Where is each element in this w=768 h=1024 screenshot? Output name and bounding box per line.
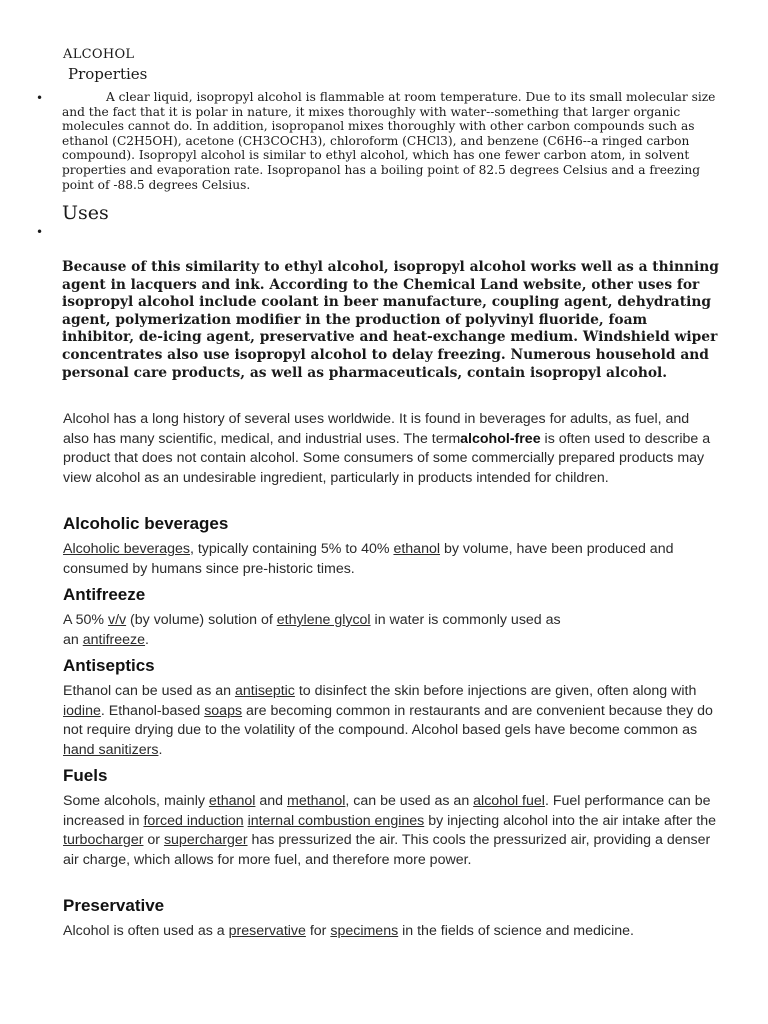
link-soaps[interactable]: soaps xyxy=(204,702,243,719)
link-forced-induction[interactable]: forced induction xyxy=(143,812,244,829)
body-text: to disinfect the skin before injections are given, often along with xyxy=(294,683,697,699)
link-hand-sanitizers[interactable]: hand sanitizers xyxy=(63,741,159,758)
body-text: in the fields of science and medicine. xyxy=(398,923,634,939)
section-body-preservative xyxy=(63,922,718,942)
body-text: (by volume) solution of xyxy=(126,612,277,628)
body-text: has pressurized the air. This cools the pressurized air, providing a denser air charge, which allows for more fuel, and therefore more power. xyxy=(63,832,711,868)
intro-paragraph xyxy=(63,410,718,488)
body-text: and xyxy=(255,793,287,809)
body-text: by injecting alcohol into the air intake after the xyxy=(424,812,717,829)
section-body-antiseptics xyxy=(63,682,718,760)
body-text: Some alcohols, mainly xyxy=(63,793,209,809)
body-text: . xyxy=(145,631,149,648)
body-text: an xyxy=(63,631,83,648)
link-specimens[interactable]: specimens xyxy=(330,923,399,939)
link-antifreeze[interactable]: antifreeze xyxy=(82,631,146,648)
section-body-antifreeze xyxy=(63,611,718,650)
body-text: , typically containing 5% to 40% xyxy=(189,541,394,557)
intro-text: Alcohol has a long history of several uses worldwide. It is found in beverages for adults, as fuel, and also has many scientific, medical, and industrial uses. The term xyxy=(63,411,690,447)
body-text: Alcohol is often used as a xyxy=(63,923,229,939)
body-text: . Fuel performance can be increased in xyxy=(63,793,711,829)
body-text: Ethanol can be used as an xyxy=(63,683,235,699)
link-internal-combustion-engines[interactable]: internal combustion engines xyxy=(247,812,425,829)
link-iodine[interactable]: iodine xyxy=(63,702,101,719)
link-ethanol[interactable]: ethanol xyxy=(393,541,440,557)
body-text: . xyxy=(158,741,163,758)
link-alcohol-fuel[interactable]: alcohol fuel xyxy=(473,793,545,809)
properties-heading: Properties xyxy=(68,65,148,83)
uses-paragraph: Because of this similarity to ethyl alcohol, isopropyl alcohol works well as a thinning agent in lacquers and ink. According to the Chemical Land website, other uses for isopropyl alcohol include coolant in beer manufacture, coupling agent, dehydrating agent, polymerization modifier in the production of polyvinyl fluoride, foam inhibitor, de-icing agent, preservative and heat-exchange medium. Windshield wiper concentrates also use isopropyl alcohol to delay freezing. Numerous household and personal care products, as well as pharmaceuticals, contain isopropyl alcohol. xyxy=(62,259,719,381)
properties-text: A clear liquid, isopropyl alcohol is flammable at room temperature. Due to its small molecular size and the fact that it is polar in nature, it mixes thoroughly with water--something that larger organic molecules cannot do. In addition, isopropanol mixes thoroughly with other carbon compounds such as ethanol (C2H5OH), acetone (CH3COCH3), chloroform (CHCl3), and benzene (C6H6--a ringed carbon compound). Isopropyl alcohol is similar to ethyl alcohol, which has one fewer carbon atom, in solvent properties and evaporation rate. Isopropanol has a boiling point of 82.5 degrees Celsius and a freezing point of -88.5 degrees Celsius. xyxy=(62,90,716,192)
uses-heading: Uses xyxy=(62,202,109,224)
section-heading-preservative: Preservative xyxy=(63,896,165,915)
section-body-fuels xyxy=(63,792,718,870)
link-preservative[interactable]: preservative xyxy=(228,923,306,939)
section-heading-antiseptics: Antiseptics xyxy=(63,656,155,675)
section-heading-alcoholic-beverages: Alcoholic beverages xyxy=(63,514,229,533)
link-alcoholic-beverages[interactable]: Alcoholic beverages xyxy=(63,541,190,557)
link-ethylene-glycol[interactable]: ethylene glycol xyxy=(276,612,371,628)
bullet-marker: • xyxy=(36,91,44,105)
link-antiseptic[interactable]: antiseptic xyxy=(234,683,295,699)
document-title: ALCOHOL xyxy=(63,47,135,62)
link-turbocharger[interactable]: turbocharger xyxy=(63,832,144,848)
section-heading-fuels: Fuels xyxy=(63,766,108,785)
body-text: or xyxy=(143,832,164,848)
link-v-v[interactable]: v/v xyxy=(107,612,127,628)
body-text: in water is commonly used as xyxy=(370,612,561,628)
properties-paragraph xyxy=(62,90,722,192)
body-text: by volume, have been produced and consumed by humans since pre-historic times. xyxy=(63,541,674,577)
body-text: for xyxy=(305,923,331,939)
body-text: A 50% xyxy=(63,612,108,628)
link-ethanol[interactable]: ethanol xyxy=(208,793,256,809)
section-body-alcoholic-beverages xyxy=(63,540,718,579)
intro-text: is often used to describe a product that does not contain alcohol. Some consumers of some commercially prepared products may view alcohol as an undesirable ingredient, particularly in products intended for children. xyxy=(63,430,711,486)
alcohol-free-term: alcohol-free xyxy=(460,430,541,447)
link-supercharger[interactable]: supercharger xyxy=(163,832,248,848)
bullet-marker: • xyxy=(36,225,44,239)
body-text: are becoming common in restaurants and are convenient because they do not require drying due to the volatility of the compound. Alcohol based gels have become common as xyxy=(63,702,713,738)
body-text: . Ethanol-based xyxy=(100,702,205,719)
body-text: , can be used as an xyxy=(345,793,474,809)
section-heading-antifreeze: Antifreeze xyxy=(63,585,146,604)
link-methanol[interactable]: methanol xyxy=(287,793,346,809)
